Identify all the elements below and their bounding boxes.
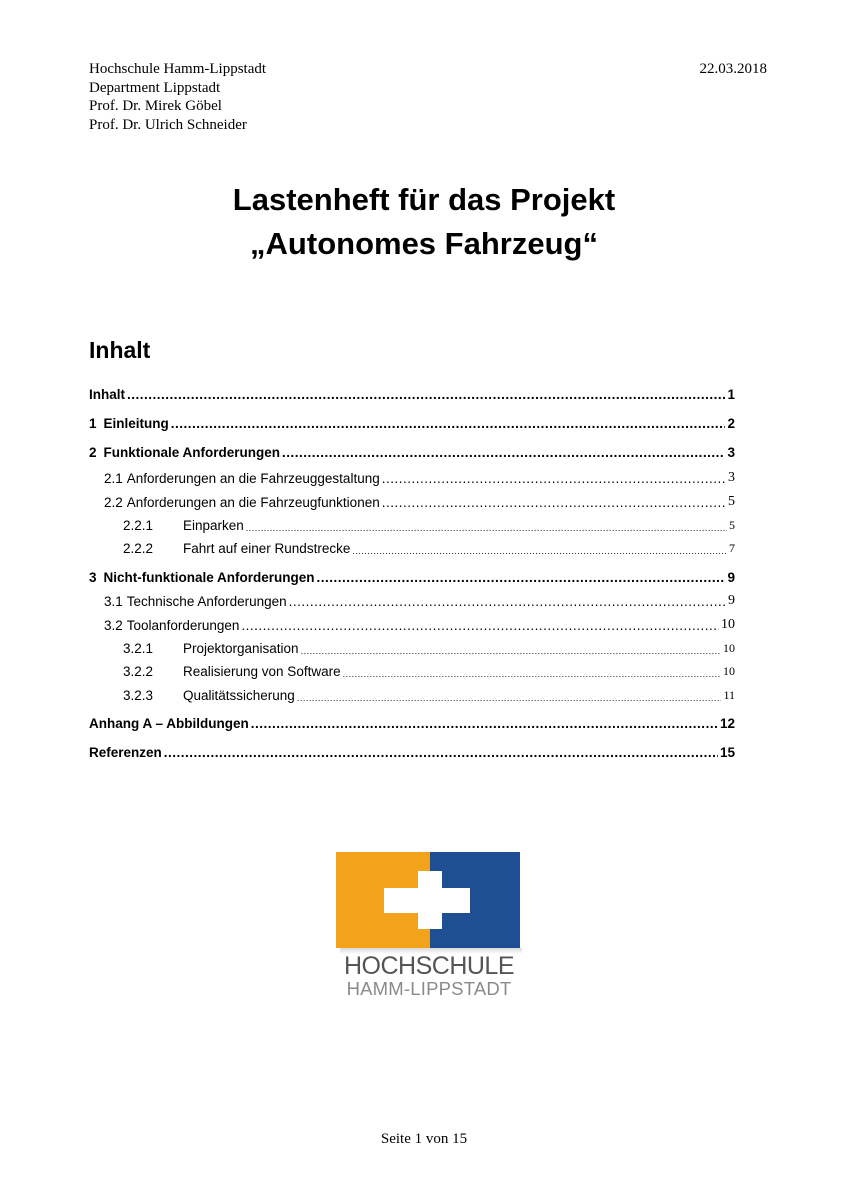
logo-text-line-2: HAMM-LIPPSTADT <box>346 978 512 999</box>
toc-entry-page: 7 <box>729 541 735 555</box>
toc-dot-leader <box>297 692 722 703</box>
toc-entry-page: 3 <box>727 445 735 460</box>
toc-entry[interactable] <box>89 490 735 510</box>
toc-entry-number: 3 <box>89 570 97 585</box>
toc-dot-leader <box>343 668 721 679</box>
toc-entry-title: Referenzen <box>89 745 162 760</box>
toc-entry-page: 10 <box>723 641 735 655</box>
header-author-block <box>89 60 767 134</box>
toc-entry[interactable] <box>89 683 735 703</box>
toc-entry-title: Einparken <box>183 518 244 533</box>
toc-dot-leader <box>301 645 721 656</box>
toc-entry-number: 2.2 <box>104 495 123 510</box>
toc-entry-number: 2.1 <box>104 471 123 486</box>
title-line-2: „Autonomes Fahrzeug“ <box>250 226 598 261</box>
toc-dot-leader <box>171 417 726 431</box>
toc-entry[interactable] <box>89 589 735 609</box>
toc-entry-number: 1 <box>89 416 97 431</box>
toc-entry-page: 5 <box>728 494 735 509</box>
logo-text-line-1: HOCHSCHULE <box>343 952 515 980</box>
toc-dot-leader <box>127 388 725 402</box>
toc-entry-number: 3.2.1 <box>123 641 154 656</box>
toc-dot-leader <box>289 595 726 609</box>
toc-entry-title: Nicht-funktionale Anforderungen <box>103 570 315 585</box>
toc-entry-title: Qualitätssicherung <box>183 688 295 703</box>
toc-entry[interactable] <box>89 440 735 460</box>
document-header <box>89 60 767 134</box>
toc-entry-title: Realisierung von Software <box>183 664 341 679</box>
toc-entry-page: 15 <box>719 745 735 760</box>
toc-entry-title: Einleitung <box>103 416 169 431</box>
toc-entry-number: 3.2.2 <box>123 664 154 679</box>
toc-dot-leader <box>317 571 726 585</box>
university-logo <box>336 852 522 1002</box>
toc-entry-title: Funktionale Anforderungen <box>103 445 281 460</box>
toc-entry[interactable] <box>89 636 735 656</box>
toc-dot-leader <box>246 522 727 533</box>
toc-entry-page: 9 <box>728 593 735 608</box>
logo-cross-vertical <box>418 871 442 929</box>
toc-entry-number: 2.2.2 <box>123 541 154 556</box>
toc-entry[interactable] <box>89 466 735 486</box>
toc-entry-page: 11 <box>723 688 735 702</box>
toc-entry-page: 3 <box>728 470 735 485</box>
toc-dot-leader <box>382 496 726 510</box>
toc-dot-leader <box>164 746 718 760</box>
document-title <box>0 178 848 266</box>
header-professor-2: Prof. Dr. Ulrich Schneider <box>89 116 247 133</box>
toc-dot-leader <box>282 446 725 460</box>
page-footer: Seite 1 von 15 <box>380 1131 468 1147</box>
toc-entry-number: 3.2 <box>104 618 123 633</box>
toc-entry-page: 5 <box>729 518 735 532</box>
toc-entry-page: 10 <box>721 617 735 632</box>
toc-entry[interactable] <box>89 613 735 633</box>
toc-entry-page: 1 <box>727 387 735 402</box>
header-professor-1: Prof. Dr. Mirek Göbel <box>89 98 222 114</box>
toc-entry-page: 12 <box>719 716 735 731</box>
toc-entry[interactable] <box>89 513 735 533</box>
toc-entry[interactable] <box>89 536 735 556</box>
toc-entry-title: Anforderungen an die Fahrzeugfunktionen <box>126 495 380 510</box>
toc-entry-number: 3.2.3 <box>123 688 154 703</box>
toc-dot-leader <box>241 619 719 633</box>
toc-entry-title: Projektorganisation <box>183 641 299 656</box>
toc-entry[interactable] <box>89 382 735 402</box>
toc-entry-number: 2 <box>89 445 97 460</box>
toc-entry[interactable] <box>89 711 735 731</box>
toc-entry-page: 2 <box>727 416 735 431</box>
header-university: Hochschule Hamm-Lippstadt <box>89 61 267 77</box>
header-department: Department Lippstadt <box>89 79 221 96</box>
toc-entry-title: Anforderungen an die Fahrzeuggestaltung <box>126 471 380 486</box>
toc-entry-title: Technische Anforderungen <box>126 594 287 609</box>
toc-dot-leader <box>352 545 727 556</box>
toc-entry[interactable] <box>89 411 735 431</box>
toc-heading: Inhalt <box>89 337 151 363</box>
toc-entry-title: Fahrt auf einer Rundstrecke <box>183 541 351 556</box>
toc-entry[interactable] <box>89 565 735 585</box>
toc-entry-page: 9 <box>727 570 735 585</box>
toc-entry[interactable] <box>89 740 735 760</box>
toc-entry-number: 2.2.1 <box>123 518 154 533</box>
toc-dot-leader <box>382 472 726 486</box>
toc-entry-number: 3.1 <box>104 594 123 609</box>
header-date: 22.03.2018 <box>699 61 767 77</box>
toc-entry-title: Anhang A – Abbildungen <box>89 716 249 731</box>
toc-entry[interactable] <box>89 659 735 679</box>
toc-entry-title: Toolanforderungen <box>126 618 240 633</box>
toc-entry-page: 10 <box>723 664 735 678</box>
toc-entry-title: Inhalt <box>89 387 125 402</box>
toc-dot-leader <box>251 717 718 731</box>
title-line-1: Lastenheft für das Projekt <box>232 182 616 217</box>
